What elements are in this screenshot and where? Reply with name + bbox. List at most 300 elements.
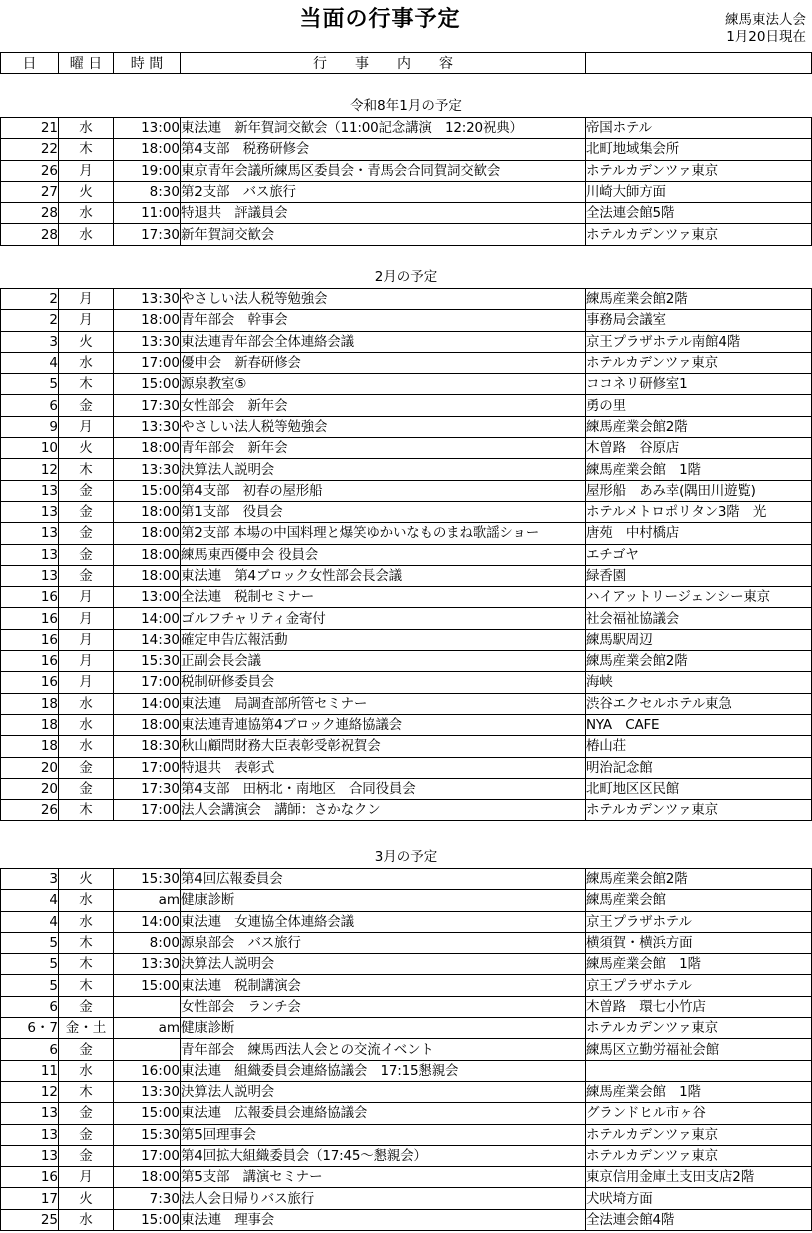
event-title: 第5支部 講演セミナー <box>181 1167 586 1188</box>
table-row <box>1 954 812 975</box>
event-place: ホテルカデンツァ東京 <box>586 800 812 821</box>
event-place: 練馬産業会館 <box>586 890 812 911</box>
event-place: 社会福祉協議会 <box>586 608 812 629</box>
event-weekday: 金 <box>59 565 114 586</box>
event-day: 13 <box>1 480 59 501</box>
event-title: 確定申告広報活動 <box>181 629 586 650</box>
event-place: 明治記念館 <box>586 757 812 778</box>
event-weekday: 火 <box>59 1188 114 1209</box>
event-time: 18:00 <box>114 523 181 544</box>
event-title: 東法連青年部会全体連絡会議 <box>181 331 586 352</box>
event-place: 全法連会館4階 <box>586 1209 812 1230</box>
event-weekday: 金 <box>59 501 114 522</box>
event-weekday: 木 <box>59 1081 114 1102</box>
event-weekday: 月 <box>59 1167 114 1188</box>
event-weekday: 月 <box>59 629 114 650</box>
event-day: 13 <box>1 501 59 522</box>
event-title: 健康診断 <box>181 890 586 911</box>
event-day: 3 <box>1 331 59 352</box>
event-time: 17:00 <box>114 1145 181 1166</box>
event-time: 14:00 <box>114 608 181 629</box>
event-place: 椿山荘 <box>586 736 812 757</box>
table-row <box>1 869 812 890</box>
event-title: 練馬東西優申会 役員会 <box>181 544 586 565</box>
event-day: 18 <box>1 736 59 757</box>
event-title: ゴルフチャリティ金寄付 <box>181 608 586 629</box>
event-weekday: 月 <box>59 608 114 629</box>
event-day: 6 <box>1 996 59 1017</box>
event-day: 13 <box>1 523 59 544</box>
event-day: 5 <box>1 374 59 395</box>
event-place: 練馬産業会館 1階 <box>586 459 812 480</box>
table-row <box>1 139 812 160</box>
event-day: 5 <box>1 954 59 975</box>
event-day: 16 <box>1 1167 59 1188</box>
event-title: 東法連 女連協全体連絡会議 <box>181 911 586 932</box>
event-weekday: 水 <box>59 118 114 139</box>
event-day: 18 <box>1 693 59 714</box>
event-day: 27 <box>1 181 59 202</box>
event-day: 3 <box>1 869 59 890</box>
event-day: 22 <box>1 139 59 160</box>
event-place: ホテルカデンツァ東京 <box>586 1018 812 1039</box>
event-time: 15:00 <box>114 975 181 996</box>
event-time: 18:00 <box>114 714 181 735</box>
section-title-jan: 令和8年1月の予定 <box>350 98 462 114</box>
event-weekday: 木 <box>59 374 114 395</box>
event-day: 21 <box>1 118 59 139</box>
event-title: 健康診断 <box>181 1018 586 1039</box>
event-title: 決算法人説明会 <box>181 954 586 975</box>
table-row <box>1 310 812 331</box>
event-day: 25 <box>1 1209 59 1230</box>
table-row <box>1 395 812 416</box>
event-time: 17:00 <box>114 352 181 373</box>
event-title: 東法連 第4ブロック女性部会長会議 <box>181 565 586 586</box>
event-place: 東京信用金庫土支田支店2階 <box>586 1167 812 1188</box>
as-of-date: 1月20日現在 <box>726 29 806 45</box>
org-block <box>725 12 806 46</box>
event-day: 16 <box>1 608 59 629</box>
event-place: 練馬産業会館2階 <box>586 869 812 890</box>
event-time: 18:00 <box>114 1167 181 1188</box>
event-place: 京王プラザホテル <box>586 911 812 932</box>
table-row <box>1 996 812 1017</box>
event-day: 28 <box>1 224 59 245</box>
event-weekday: 木 <box>59 139 114 160</box>
event-place: グランドヒル市ヶ谷 <box>586 1103 812 1124</box>
event-title: 女性部会 新年会 <box>181 395 586 416</box>
event-weekday: 月 <box>59 587 114 608</box>
event-time: 15:30 <box>114 1124 181 1145</box>
table-row <box>1 374 812 395</box>
table-row <box>1 501 812 522</box>
event-title: 東法連 税制講演会 <box>181 975 586 996</box>
event-day: 20 <box>1 778 59 799</box>
event-place: 練馬産業会館2階 <box>586 416 812 437</box>
event-place: 屋形船 あみ幸(隅田川遊覧) <box>586 480 812 501</box>
event-time: 15:00 <box>114 1209 181 1230</box>
event-place: ホテルカデンツァ東京 <box>586 1124 812 1145</box>
event-place: 帝国ホテル <box>586 118 812 139</box>
event-weekday: 金 <box>59 544 114 565</box>
event-weekday: 火 <box>59 331 114 352</box>
event-time: 8:00 <box>114 932 181 953</box>
event-day: 18 <box>1 714 59 735</box>
event-time: 17:00 <box>114 757 181 778</box>
event-title: 第4支部 税務研修会 <box>181 139 586 160</box>
event-weekday: 木 <box>59 459 114 480</box>
event-title: やさしい法人税等勉強会 <box>181 289 586 310</box>
event-time: 8:30 <box>114 181 181 202</box>
event-place: 木曽路 谷原店 <box>586 438 812 459</box>
table-row <box>1 438 812 459</box>
event-weekday: 木 <box>59 954 114 975</box>
page-title: 当面の行事予定 <box>299 7 461 32</box>
event-day: 12 <box>1 459 59 480</box>
table-row <box>1 911 812 932</box>
event-place: 緑香園 <box>586 565 812 586</box>
event-day: 13 <box>1 544 59 565</box>
event-title: 第5回理事会 <box>181 1124 586 1145</box>
event-time: 15:30 <box>114 869 181 890</box>
event-day: 13 <box>1 1145 59 1166</box>
event-time: 18:00 <box>114 544 181 565</box>
event-title: 東法連青連協第4ブロック連絡協議会 <box>181 714 586 735</box>
event-day: 16 <box>1 629 59 650</box>
event-weekday: 水 <box>59 911 114 932</box>
section-title-feb: 2月の予定 <box>374 269 438 285</box>
event-day: 4 <box>1 890 59 911</box>
event-place: 唐苑 中村橋店 <box>586 523 812 544</box>
event-title: 青年部会 新年会 <box>181 438 586 459</box>
event-day: 26 <box>1 160 59 181</box>
event-place: 練馬産業会館 1階 <box>586 1081 812 1102</box>
event-place: ホテルカデンツァ東京 <box>586 160 812 181</box>
table-row <box>1 932 812 953</box>
event-time: 17:30 <box>114 395 181 416</box>
event-time: 13:30 <box>114 954 181 975</box>
event-weekday: 月 <box>59 310 114 331</box>
table-row <box>1 629 812 650</box>
event-title: 特退共 表彰式 <box>181 757 586 778</box>
table-row <box>1 459 812 480</box>
event-title: 第4回広報委員会 <box>181 869 586 890</box>
event-day: 17 <box>1 1188 59 1209</box>
table-row <box>1 693 812 714</box>
event-weekday: 木 <box>59 975 114 996</box>
event-weekday: 金 <box>59 996 114 1017</box>
table-row <box>1 757 812 778</box>
event-weekday: 水 <box>59 352 114 373</box>
header-event: 行 事 内 容 <box>181 53 586 74</box>
event-place: 北町地域集会所 <box>586 139 812 160</box>
table-row <box>1 608 812 629</box>
table-row <box>1 480 812 501</box>
event-time: 17:30 <box>114 224 181 245</box>
event-title: 秋山顧問財務大臣表彰受彰祝賀会 <box>181 736 586 757</box>
event-title: 新年賀詞交歓会 <box>181 224 586 245</box>
event-place <box>586 1060 812 1081</box>
event-place: 犬吠埼方面 <box>586 1188 812 1209</box>
event-day: 6 <box>1 1039 59 1060</box>
event-weekday: 木 <box>59 800 114 821</box>
table-row <box>1 1209 812 1230</box>
table-row <box>1 160 812 181</box>
event-weekday: 金 <box>59 1103 114 1124</box>
table-row <box>1 1188 812 1209</box>
event-weekday: 金 <box>59 1039 114 1060</box>
event-title: 第2支部 バス旅行 <box>181 181 586 202</box>
event-weekday: 月 <box>59 651 114 672</box>
event-day: 16 <box>1 587 59 608</box>
table-row <box>1 1103 812 1124</box>
event-place: 練馬産業会館 1階 <box>586 954 812 975</box>
event-day: 13 <box>1 565 59 586</box>
event-time: 15:30 <box>114 651 181 672</box>
event-place: 京王プラザホテル <box>586 975 812 996</box>
org-name: 練馬東法人会 <box>725 12 806 28</box>
table-row <box>1 714 812 735</box>
event-time <box>114 996 181 1017</box>
event-title: 決算法人説明会 <box>181 1081 586 1102</box>
event-title: 源泉部会 バス旅行 <box>181 932 586 953</box>
event-weekday: 金 <box>59 480 114 501</box>
event-day: 2 <box>1 310 59 331</box>
event-weekday: 火 <box>59 181 114 202</box>
event-title: 第4支部 田柄北・南地区 合同役員会 <box>181 778 586 799</box>
event-title: 第2支部 本場の中国料理と爆笑ゆかいなものまね歌謡ショー <box>181 523 586 544</box>
event-weekday: 水 <box>59 203 114 224</box>
event-place: 事務局会議室 <box>586 310 812 331</box>
event-day: 20 <box>1 757 59 778</box>
event-title: 法人会講演会 講師：さかなクン <box>181 800 586 821</box>
event-title: 東法連 新年賀詞交歓会（11:00記念講演 12:20祝典） <box>181 118 586 139</box>
event-time: 13:30 <box>114 416 181 437</box>
event-time <box>114 1039 181 1060</box>
table-row <box>1 736 812 757</box>
event-day: 13 <box>1 1103 59 1124</box>
event-day: 11 <box>1 1060 59 1081</box>
event-time: 14:30 <box>114 629 181 650</box>
event-weekday: 木 <box>59 932 114 953</box>
table-row <box>1 651 812 672</box>
event-time: 14:00 <box>114 693 181 714</box>
event-title: 第4支部 初春の屋形船 <box>181 480 586 501</box>
table-row <box>1 224 812 245</box>
event-place: 横須賀・横浜方面 <box>586 932 812 953</box>
event-weekday: 金 <box>59 1124 114 1145</box>
table-row <box>1 203 812 224</box>
event-title: 東法連 局調査部所管セミナー <box>181 693 586 714</box>
event-weekday: 月 <box>59 289 114 310</box>
event-time: 17:00 <box>114 672 181 693</box>
header-place <box>586 53 812 74</box>
table-row <box>1 587 812 608</box>
section-title-mar: 3月の予定 <box>374 849 438 865</box>
schedule-table-jan <box>0 117 812 246</box>
event-time: 18:00 <box>114 310 181 331</box>
event-day: 2 <box>1 289 59 310</box>
table-row <box>1 672 812 693</box>
event-day: 4 <box>1 352 59 373</box>
event-time: 18:00 <box>114 438 181 459</box>
table-row <box>1 565 812 586</box>
event-place: 勇の里 <box>586 395 812 416</box>
table-row <box>1 544 812 565</box>
event-time: 16:00 <box>114 1060 181 1081</box>
event-place: ホテルメトロポリタン3階 光 <box>586 501 812 522</box>
table-row <box>1 778 812 799</box>
table-row <box>1 352 812 373</box>
event-title: 税制研修委員会 <box>181 672 586 693</box>
event-place: 全法連会館5階 <box>586 203 812 224</box>
table-row <box>1 1039 812 1060</box>
event-day: 26 <box>1 800 59 821</box>
event-weekday: 金・土 <box>59 1018 114 1039</box>
event-place: 練馬産業会館2階 <box>586 289 812 310</box>
event-title: 第4回拡大組織委員会（17:45～懇親会） <box>181 1145 586 1166</box>
schedule-table-mar <box>0 868 812 1231</box>
event-day: 6 <box>1 395 59 416</box>
event-time: 18:00 <box>114 501 181 522</box>
event-time: am <box>114 890 181 911</box>
event-day: 10 <box>1 438 59 459</box>
event-title: 青年部会 練馬西法人会との交流イベント <box>181 1039 586 1060</box>
header-time: 時 間 <box>114 53 181 74</box>
table-row <box>1 1018 812 1039</box>
event-title: やさしい法人税等勉強会 <box>181 416 586 437</box>
event-title: 全法連 税制セミナー <box>181 587 586 608</box>
event-place: 渋谷エクセルホテル東急 <box>586 693 812 714</box>
table-row <box>1 890 812 911</box>
event-time: am <box>114 1018 181 1039</box>
event-time: 18:30 <box>114 736 181 757</box>
event-place: ホテルカデンツァ東京 <box>586 224 812 245</box>
table-row <box>1 523 812 544</box>
event-place: ホテルカデンツァ東京 <box>586 1145 812 1166</box>
table-row <box>1 800 812 821</box>
event-time: 13:30 <box>114 331 181 352</box>
table-row <box>1 1145 812 1166</box>
schedule-table-feb <box>0 288 812 821</box>
table-row <box>1 1081 812 1102</box>
event-weekday: 金 <box>59 778 114 799</box>
event-time: 13:30 <box>114 1081 181 1102</box>
event-title: 法人会日帰りバス旅行 <box>181 1188 586 1209</box>
event-day: 6・7 <box>1 1018 59 1039</box>
event-weekday: 水 <box>59 224 114 245</box>
event-time: 13:00 <box>114 587 181 608</box>
event-time: 17:00 <box>114 800 181 821</box>
event-time: 17:30 <box>114 778 181 799</box>
event-day: 12 <box>1 1081 59 1102</box>
event-time: 13:00 <box>114 118 181 139</box>
event-place: ホテルカデンツァ東京 <box>586 352 812 373</box>
event-day: 16 <box>1 672 59 693</box>
header-day: 日 <box>1 53 59 74</box>
event-time: 15:00 <box>114 1103 181 1124</box>
event-weekday: 水 <box>59 736 114 757</box>
event-weekday: 金 <box>59 395 114 416</box>
event-title: 東法連 組織委員会連絡協議会 17:15懇親会 <box>181 1060 586 1081</box>
event-time: 18:00 <box>114 139 181 160</box>
header-table <box>0 52 812 74</box>
table-row <box>1 1167 812 1188</box>
event-time: 15:00 <box>114 480 181 501</box>
event-day: 9 <box>1 416 59 437</box>
event-place: 北町地区区民館 <box>586 778 812 799</box>
event-place: ハイアットリージェンシー東京 <box>586 587 812 608</box>
event-weekday: 水 <box>59 714 114 735</box>
event-place: 練馬区立勤労福祉会館 <box>586 1039 812 1060</box>
event-weekday: 金 <box>59 523 114 544</box>
event-time: 18:00 <box>114 565 181 586</box>
event-weekday: 水 <box>59 1209 114 1230</box>
event-weekday: 月 <box>59 160 114 181</box>
event-title: 決算法人説明会 <box>181 459 586 480</box>
event-title: 女性部会 ランチ会 <box>181 996 586 1017</box>
event-place: 川崎大師方面 <box>586 181 812 202</box>
table-row <box>1 331 812 352</box>
table-row <box>1 1124 812 1145</box>
header-row <box>1 53 812 74</box>
event-time: 11:00 <box>114 203 181 224</box>
event-day: 5 <box>1 975 59 996</box>
event-weekday: 金 <box>59 757 114 778</box>
event-title: 東法連 広報委員会連絡協議会 <box>181 1103 586 1124</box>
event-day: 16 <box>1 651 59 672</box>
event-time: 13:30 <box>114 289 181 310</box>
table-row <box>1 1060 812 1081</box>
event-title: 青年部会 幹事会 <box>181 310 586 331</box>
event-place: 海峡 <box>586 672 812 693</box>
event-place: 京王プラザホテル南館4階 <box>586 331 812 352</box>
event-title: 特退共 評議員会 <box>181 203 586 224</box>
table-row <box>1 181 812 202</box>
event-time: 7:30 <box>114 1188 181 1209</box>
event-place: 練馬産業会館2階 <box>586 651 812 672</box>
event-place: NYA CAFE <box>586 714 812 735</box>
table-row <box>1 416 812 437</box>
event-place: 練馬駅周辺 <box>586 629 812 650</box>
event-day: 28 <box>1 203 59 224</box>
event-place: ココネリ研修室1 <box>586 374 812 395</box>
event-time: 15:00 <box>114 374 181 395</box>
event-title: 第1支部 役員会 <box>181 501 586 522</box>
event-title: 東法連 理事会 <box>181 1209 586 1230</box>
event-weekday: 水 <box>59 693 114 714</box>
event-place: 木曽路 環七小竹店 <box>586 996 812 1017</box>
event-time: 14:00 <box>114 911 181 932</box>
event-title: 優申会 新春研修会 <box>181 352 586 373</box>
event-day: 13 <box>1 1124 59 1145</box>
event-weekday: 火 <box>59 438 114 459</box>
table-row <box>1 118 812 139</box>
table-row <box>1 289 812 310</box>
event-time: 13:30 <box>114 459 181 480</box>
event-title: 正副会長会議 <box>181 651 586 672</box>
event-day: 5 <box>1 932 59 953</box>
event-place: エチゴヤ <box>586 544 812 565</box>
event-weekday: 金 <box>59 1145 114 1166</box>
event-weekday: 水 <box>59 890 114 911</box>
event-weekday: 水 <box>59 1060 114 1081</box>
event-weekday: 火 <box>59 869 114 890</box>
event-weekday: 月 <box>59 416 114 437</box>
event-title: 源泉教室⑤ <box>181 374 586 395</box>
table-row <box>1 975 812 996</box>
